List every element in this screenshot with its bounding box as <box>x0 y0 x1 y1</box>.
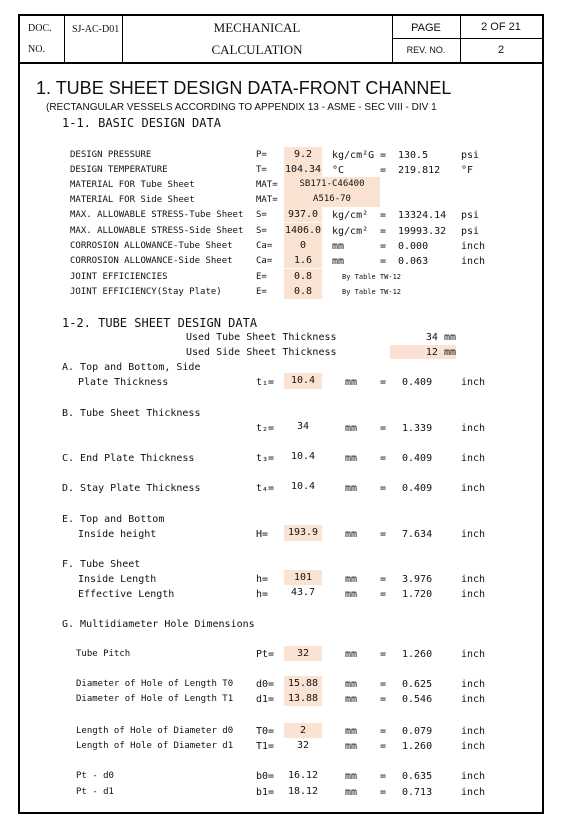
item-f-eq2: = <box>380 589 387 600</box>
item-d-value: 10.4 <box>290 481 316 492</box>
section-subtitle: (RECTANGULAR VESSELS ACCORDING TO APPENDIX 13 - ASME - SEC VIII - DIV 1 <box>46 102 437 113</box>
rev-value: 2 <box>497 44 505 56</box>
item-a-eq: = <box>380 377 387 388</box>
basic-eq: = <box>380 150 387 161</box>
basic-symbol: E= <box>256 287 267 297</box>
g-unit: mm <box>345 679 358 690</box>
item-a-sub: Plate Thickness <box>78 377 169 388</box>
g-value2: 0.635 <box>402 771 433 782</box>
g-symbol: d1= <box>256 694 275 705</box>
basic-eq: = <box>380 226 387 237</box>
item-f-unit2: mm <box>345 589 358 600</box>
g-symbol: T1= <box>256 741 275 752</box>
rev-label: REV. NO. <box>406 45 446 55</box>
g-value: 16.12 <box>287 770 319 781</box>
basic-value2: 0.063 <box>398 256 429 267</box>
basic-symbol: Ca= <box>256 241 273 251</box>
item-f-sub2: Effective Length <box>78 589 175 600</box>
item-f-value21: 3.976 <box>402 574 433 585</box>
used-tube-label: Used Tube Sheet Thickness <box>186 332 337 343</box>
title-block <box>20 16 542 64</box>
g-value2: 0.546 <box>402 694 433 705</box>
no-label: NO. <box>28 44 45 55</box>
page-label: PAGE <box>411 22 441 34</box>
g-value2: 0.625 <box>402 679 433 690</box>
g-eq: = <box>380 726 387 737</box>
basic-label: DESIGN PRESSURE <box>70 150 152 160</box>
item-e-unit: mm <box>345 529 358 540</box>
basic-symbol: MAT= <box>256 195 278 205</box>
basic-eq: = <box>380 210 387 221</box>
item-f-unit21: inch <box>461 574 486 585</box>
item-d-heading: D. Stay Plate Thickness <box>62 483 201 494</box>
basic-value2: 13324.14 <box>398 210 447 221</box>
item-d-unit: mm <box>345 483 358 494</box>
g-value: 15.88 <box>284 676 322 691</box>
basic-label: JOINT EFFICIENCIES <box>70 272 168 282</box>
basic-value: 937.0 <box>284 207 322 222</box>
basic-symbol: Ca= <box>256 256 273 266</box>
g-eq: = <box>380 787 387 798</box>
used-side-label: Used Side Sheet Thickness <box>186 347 337 358</box>
g-label: Pt - d0 <box>76 771 114 781</box>
g-value2: 1.260 <box>402 649 433 660</box>
item-b-heading: B. Tube Sheet Thickness <box>62 408 201 419</box>
basic-unit: mm <box>332 241 345 252</box>
basic-symbol: T= <box>256 165 267 175</box>
item-e-unit2: inch <box>461 529 486 540</box>
basic-value2: 19993.32 <box>398 226 447 237</box>
g-unit: mm <box>345 771 358 782</box>
basic-eq: = <box>380 241 387 252</box>
g-value2: 1.260 <box>402 741 433 752</box>
item-b-value: 34 <box>296 421 310 432</box>
basic-unit: kg/cm² <box>332 226 369 237</box>
basic-eq: = <box>380 165 387 176</box>
g-label: Diameter of Hole of Length T1 <box>76 694 234 704</box>
doc-number: SJ-AC-D01 <box>72 24 120 35</box>
basic-value: 0.8 <box>284 269 322 284</box>
item-a-value2: 0.409 <box>402 377 433 388</box>
basic-value2: 130.5 <box>398 150 429 161</box>
basic-value2: 0.000 <box>398 241 429 252</box>
g-value: 32 <box>296 740 310 751</box>
g-symbol: T0= <box>256 726 275 737</box>
g-eq: = <box>380 741 387 752</box>
g-unit2: inch <box>461 787 486 798</box>
basic-symbol: MAT= <box>256 180 278 190</box>
title-line-1: MECHANICAL <box>213 20 301 35</box>
item-a-unit2: inch <box>461 377 486 388</box>
g-eq: = <box>380 679 387 690</box>
basic-symbol: P= <box>256 150 267 160</box>
g-unit2: inch <box>461 741 486 752</box>
basic-unit: By Table TW-12 <box>342 288 402 296</box>
g-unit: mm <box>345 787 358 798</box>
basic-unit: kg/cm²G <box>332 150 375 161</box>
basic-unit2: inch <box>461 256 486 267</box>
g-label: Length of Hole of Diameter d0 <box>76 726 234 736</box>
g-symbol: d0= <box>256 679 275 690</box>
basic-label: CORROSION ALLOWANCE-Tube Sheet <box>70 241 233 251</box>
item-b-eq: = <box>380 423 387 434</box>
item-f-symbol2: h= <box>256 589 269 600</box>
basic-unit: °C <box>332 165 345 176</box>
item-a-heading: A. Top and Bottom, Side <box>62 362 201 373</box>
item-f-value2: 43.7 <box>290 587 316 598</box>
basic-symbol: S= <box>256 210 267 220</box>
basic-value: 0.8 <box>284 284 322 299</box>
basic-value: 0 <box>284 238 322 253</box>
g-symbol: b1= <box>256 787 275 798</box>
g-value2: 0.713 <box>402 787 433 798</box>
basic-unit2: psi <box>461 210 480 221</box>
item-c-unit: mm <box>345 453 358 464</box>
item-e-value: 193.9 <box>284 525 322 541</box>
basic-label: MATERIAL FOR Tube Sheet <box>70 180 195 190</box>
g-label: Length of Hole of Diameter d1 <box>76 741 234 751</box>
g-eq: = <box>380 771 387 782</box>
item-b-symbol: t₂= <box>256 423 275 434</box>
subsection-tube-sheet-title: 1-2. TUBE SHEET DESIGN DATA <box>62 316 258 330</box>
item-g-heading: G. Multidiameter Hole Dimensions <box>62 619 255 630</box>
g-unit2: inch <box>461 771 486 782</box>
item-d-eq: = <box>380 483 387 494</box>
item-f-unit1: mm <box>345 574 358 585</box>
basic-symbol: S= <box>256 226 267 236</box>
basic-label: CORROSION ALLOWANCE-Side Sheet <box>70 256 233 266</box>
used-side-value: 12 mm <box>390 345 456 359</box>
basic-value: SB171-C46400 <box>284 177 380 192</box>
item-f-value1: 101 <box>284 570 322 585</box>
g-symbol: Pt= <box>256 649 275 660</box>
item-b-unit: mm <box>345 423 358 434</box>
item-d-unit2: inch <box>461 483 486 494</box>
basic-value: 9.2 <box>284 147 322 162</box>
basic-value: 1406.0 <box>284 225 322 236</box>
item-d-symbol: t₄= <box>256 483 275 494</box>
g-label: Pt - d1 <box>76 787 114 797</box>
item-e-heading: E. Top and Bottom <box>62 514 165 525</box>
g-label: Diameter of Hole of Length T0 <box>76 679 234 689</box>
basic-value: 104.34 <box>284 164 322 175</box>
g-value: 2 <box>284 723 322 738</box>
g-value2: 0.079 <box>402 726 433 737</box>
item-b-unit2: inch <box>461 423 486 434</box>
item-c-value2: 0.409 <box>402 453 433 464</box>
g-unit: mm <box>345 741 358 752</box>
basic-value: A516-70 <box>284 192 380 207</box>
item-a-symbol: t₁= <box>256 377 275 388</box>
basic-eq: = <box>380 256 387 267</box>
basic-unit2: °F <box>461 165 474 176</box>
basic-value: 1.6 <box>284 253 322 268</box>
g-unit2: inch <box>461 694 486 705</box>
g-unit: mm <box>345 694 358 705</box>
g-eq: = <box>380 694 387 705</box>
item-f-heading: F. Tube Sheet <box>62 559 141 570</box>
item-f-eq1: = <box>380 574 387 585</box>
item-c-heading: C. End Plate Thickness <box>62 453 195 464</box>
page-value: 2 OF 21 <box>481 21 521 33</box>
item-f-sub1: Inside Length <box>78 574 157 585</box>
basic-unit2: psi <box>461 150 480 161</box>
basic-unit2: inch <box>461 241 486 252</box>
basic-label: DESIGN TEMPERATURE <box>70 165 168 175</box>
basic-symbol: E= <box>256 272 267 282</box>
g-value: 13.88 <box>284 691 322 706</box>
item-e-value2: 7.634 <box>402 529 433 540</box>
basic-label: JOINT EFFICIENCY(Stay Plate) <box>70 287 222 297</box>
item-a-value: 10.4 <box>284 373 322 389</box>
g-unit2: inch <box>461 649 486 660</box>
g-unit: mm <box>345 649 358 660</box>
item-a-unit: mm <box>345 377 358 388</box>
item-c-unit2: inch <box>461 453 486 464</box>
item-c-symbol: t₃= <box>256 453 275 464</box>
basic-label: MAX. ALLOWABLE STRESS-Side Sheet <box>70 226 244 236</box>
item-e-eq: = <box>380 529 387 540</box>
used-tube-value: 34 mm <box>425 332 456 343</box>
basic-unit: By Table TW-12 <box>342 273 402 281</box>
basic-label: MATERIAL FOR Side Sheet <box>70 195 195 205</box>
basic-unit: kg/cm² <box>332 210 369 221</box>
basic-unit: mm <box>332 256 345 267</box>
item-f-symbol1: h= <box>256 574 269 585</box>
section-title: 1. TUBE SHEET DESIGN DATA-FRONT CHANNEL <box>36 78 452 98</box>
title-line-2: CALCULATION <box>211 42 303 57</box>
calculation-sheet <box>18 14 544 814</box>
g-label: Tube Pitch <box>76 649 131 659</box>
basic-label: MAX. ALLOWABLE STRESS-Tube Sheet <box>70 210 244 220</box>
item-e-symbol: H= <box>256 529 269 540</box>
g-value: 32 <box>284 646 322 661</box>
g-eq: = <box>380 649 387 660</box>
item-d-value2: 0.409 <box>402 483 433 494</box>
item-f-value22: 1.720 <box>402 589 433 600</box>
g-value: 18.12 <box>287 786 319 797</box>
item-b-value2: 1.339 <box>402 423 433 434</box>
item-f-unit22: inch <box>461 589 486 600</box>
g-unit2: inch <box>461 679 486 690</box>
subsection-basic-title: 1-1. BASIC DESIGN DATA <box>62 116 221 130</box>
doc-label: DOC. <box>28 23 52 34</box>
g-unit: mm <box>345 726 358 737</box>
item-c-eq: = <box>380 453 387 464</box>
basic-value2: 219.812 <box>398 165 441 176</box>
item-c-value: 10.4 <box>290 451 316 462</box>
item-e-sub: Inside height <box>78 529 157 540</box>
basic-unit2: psi <box>461 226 480 237</box>
g-unit2: inch <box>461 726 486 737</box>
g-symbol: b0= <box>256 771 275 782</box>
